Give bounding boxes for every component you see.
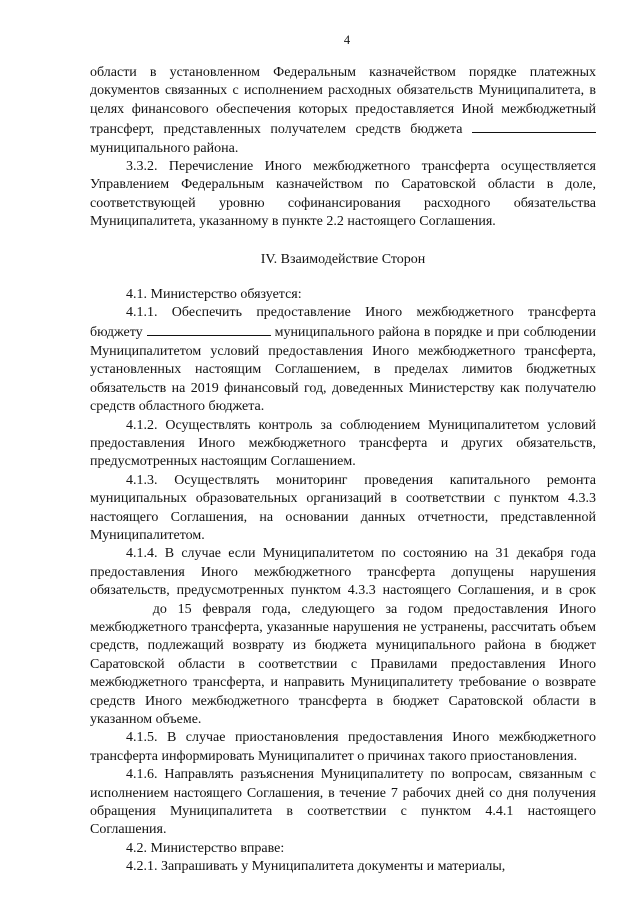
paragraph-4-1-4 (90, 545, 596, 729)
text-line: Муниципалитета, в целях финансового обеспечения которых (90, 83, 597, 117)
paragraph-4-2: 4.2. Министерство вправе: (126, 840, 285, 856)
paragraph-continuation (90, 64, 596, 158)
paragraph-4-1-1-end: муниципального района в порядке и при соблюдении Муниципалитетом условий предоставления Иного межбюджетного трансферта, установленных настоящим Соглашением, в пределах лимитов бюджетных обязательств на 2019 финансовый год, доведенных Министерству как получателю средств областного бюджета. (90, 325, 597, 415)
paragraph-4-1: 4.1. Министерство обязуется: (126, 286, 302, 302)
paragraph-4-2-1: 4.2.1. Запрашивать у Муниципалитета документы и материалы, (126, 859, 506, 875)
text-line: области в установленном Федеральным казначейством порядке платежных (90, 65, 596, 80)
paragraph-4-1-2: 4.1.2. Осуществлять контроль за соблюдением Муниципалитетом условий предоставления Иного межбюджетного трансферта и других обязательств, предусмотренных настоящим Соглашением. (90, 417, 596, 470)
fill-in-blank (472, 119, 596, 133)
text-line: получателем средств бюджета (270, 122, 463, 138)
section-heading: IV. Взаимодействие Сторон (260, 251, 426, 267)
paragraph-4-1-3: 4.1.3. Осуществлять мониторинг проведения капитального ремонта муниципальных образовательных организаций в соответствии с пунктом 4.3.3 настоящего Соглашения, на основании данных отчетности, представленной Муниципалитетом. (90, 472, 596, 543)
paragraph-4-1-1 (90, 304, 596, 416)
paragraph-4-1-6: 4.1.6. Направлять разъяснения Муниципалитету по вопросам, связанным с исполнением настоящего Соглашения, в течение 7 рабочих дней со дня получения обращения Муниципалитета в соответствии с пунктом 4.4.1 настоящего Соглашения. (90, 767, 596, 838)
text-line: района. (193, 140, 239, 156)
paragraph-4-1-1-start: 4.1.1. Обеспечить предоставление Иного межбюджетного трансферта бюджету (90, 305, 596, 341)
paragraph-4-1-4-start: 4.1.4. В случае если Муниципалитетом по состоянию на 31 декабря года предоставления Иного межбюджетного трансферта допущены нарушения обязательств, предусмотренных пунктом 4.3.3 настоящего Соглашения, и в срок (90, 546, 596, 599)
text-line: предоставляется Иной межбюджетный трансферт, представленных (90, 101, 597, 138)
paragraph-4-1-4-end: до 15 февраля года, следующего за годом предоставления Иного межбюджетного трансферта, указанные нарушения не устранены, рассчитать объем средств, подлежащий возврату из бюджета муниципального района в бюджет Саратовской области в соответствии с Правилами предоставления Иного межбюджетного трансферта, и направить Муниципалитету требование о возврате средств Иного межбюджетного трансферта в бюджет Саратовской области в указанном объеме. (90, 601, 597, 727)
paragraph-4-1-5: 4.1.5. В случае приостановления предоставления Иного межбюджетного трансферта информировать Муниципалитет о причинах такого приостановления. (90, 730, 596, 764)
paragraph-3-3-2: 3.3.2. Перечисление Иного межбюджетного трансферта осуществляется Управлением Федеральным казначейством по Саратовской области в доле, соответствующей уровню софинансирования расходного обязательства Муниципалитета, указанному в пункте 2.2 настоящего Соглашения. (90, 159, 596, 230)
text-line: муниципального (90, 140, 190, 156)
page-number: 4 (343, 33, 351, 47)
fill-in-blank (147, 322, 271, 336)
document-page (90, 30, 596, 877)
text-line: документов связанных с исполнением расходных обязательств (90, 83, 474, 99)
